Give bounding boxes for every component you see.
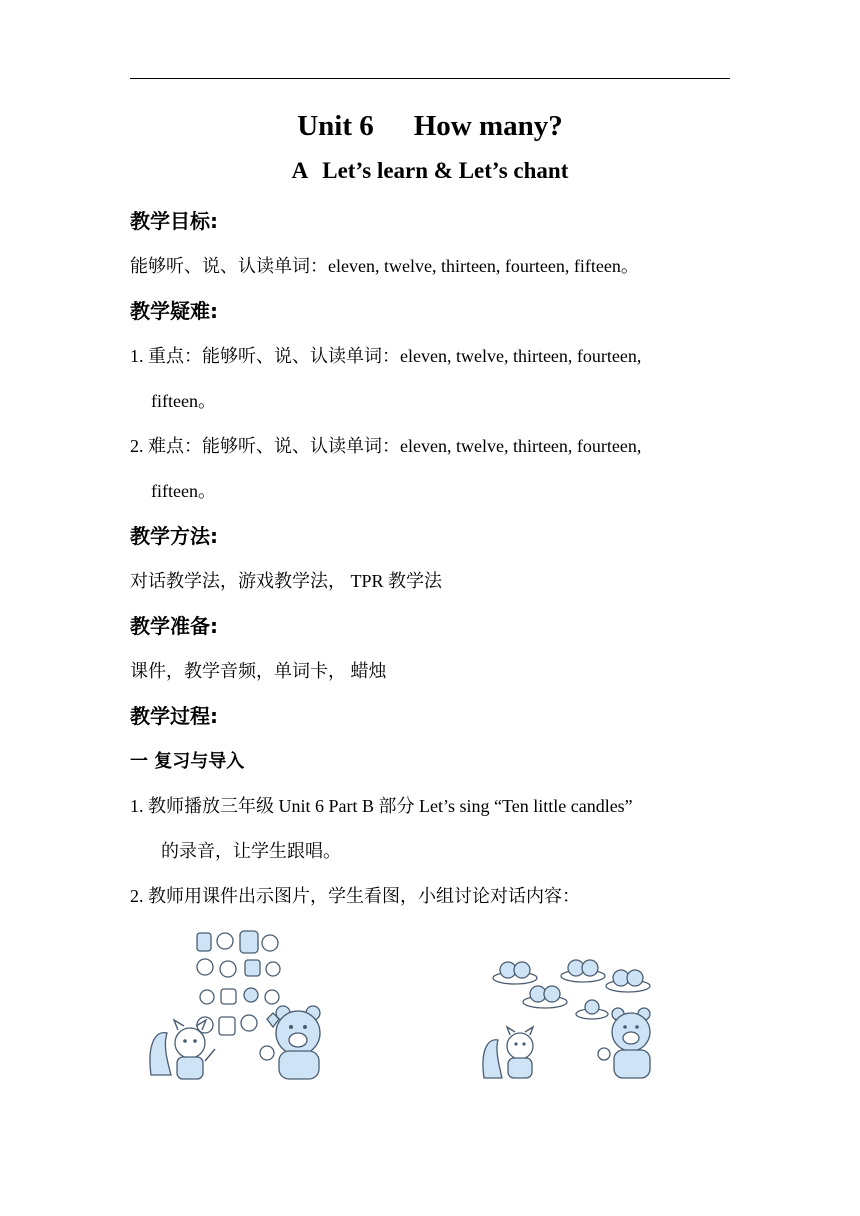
difficulty-2-line1: 2. 难点：能够听、说、认读单词：eleven, twelve, thirteen, fourteen, [130,436,642,456]
difficulty-1-line2: fifteen。 [151,391,216,411]
buns-illustration [480,950,665,1080]
toys-illustration [145,925,330,1080]
bun-plates [493,960,650,1019]
process-heading: 教学过程: [130,704,218,728]
unit-title: Unit 6 How many? [297,110,563,142]
step-2: 2. 教师用课件出示图片，学生看图，小组讨论对话内容： [130,886,580,906]
lesson-title: A Let’s learn & Let’s chant [291,158,569,183]
bear-figure [598,1008,650,1078]
difficulties-heading: 教学疑难: [130,299,218,323]
preparation-text: 课件，教学音频，单词卡， 蜡烛 [130,661,387,681]
difficulty-1-line1: 1. 重点：能够听、说、认读单词：eleven, twelve, thirteen, fourteen, [130,346,642,366]
preparation-heading: 教学准备: [130,614,218,638]
step-1-line1: 1. 教师播放三年级 Unit 6 Part B 部分 Let’s sing “Ten little candles” [130,796,633,816]
methods-text: 对话教学法，游戏教学法， TPR 教学法 [130,571,443,591]
toy-cluster [197,931,280,1035]
objectives-text: 能够听、说、认读单词：eleven, twelve, thirteen, fourteen, fifteen。 [130,256,639,276]
methods-heading: 教学方法: [130,524,218,548]
section-review-intro: 一 复习与导入 [130,751,245,772]
squirrel-figure [483,1027,533,1078]
top-rule [130,78,730,79]
difficulty-2-line2: fifteen。 [151,481,216,501]
step-1-line2: 的录音，让学生跟唱。 [161,841,341,861]
objectives-heading: 教学目标: [130,209,218,233]
